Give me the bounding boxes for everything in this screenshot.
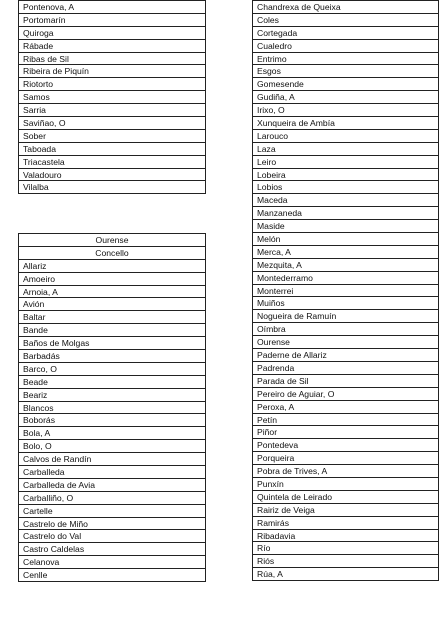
table-row: Muiños — [253, 297, 438, 310]
table-row: Petín — [253, 414, 438, 427]
table-row: Sarria — [19, 104, 205, 117]
table-row: Castrelo do Val — [19, 530, 205, 543]
table-row: Pontenova, A — [19, 1, 205, 14]
province-header: Ourense — [19, 234, 205, 247]
table-row: Boborás — [19, 414, 205, 427]
table-row: Portomarín — [19, 14, 205, 27]
table-row: Melón — [253, 233, 438, 246]
table-row: Saviñao, O — [19, 117, 205, 130]
table-row: Rábade — [19, 40, 205, 53]
table-row: Celanova — [19, 556, 205, 569]
table-row: Piñor — [253, 426, 438, 439]
table-row: Pobra de Trives, A — [253, 465, 438, 478]
table-bottom-left — [18, 233, 206, 582]
table-row: Peroxa, A — [253, 401, 438, 414]
table-row: Beade — [19, 376, 205, 389]
table-row: Lobios — [253, 181, 438, 194]
table-row: Bola, A — [19, 427, 205, 440]
table-row: Triacastela — [19, 156, 205, 169]
table-row: Castrelo de Miño — [19, 518, 205, 531]
table-row: Manzaneda — [253, 207, 438, 220]
table-top-left — [18, 0, 206, 194]
table-row: Calvos de Randín — [19, 453, 205, 466]
concello-header: Concello — [19, 247, 205, 260]
table-row: Chandrexa de Queixa — [253, 1, 438, 14]
table-row: Cualedro — [253, 40, 438, 53]
table-right — [252, 0, 439, 581]
table-row: Laza — [253, 143, 438, 156]
table-row: Bolo, O — [19, 440, 205, 453]
table-row: Baños de Molgas — [19, 337, 205, 350]
table-row: Arnoia, A — [19, 286, 205, 299]
table-row: Río — [253, 542, 438, 555]
table-row: Barbadás — [19, 350, 205, 363]
table-row: Larouco — [253, 130, 438, 143]
table-row: Pontedeva — [253, 439, 438, 452]
table-row: Ribeira de Piquín — [19, 65, 205, 78]
table-row: Mezquita, A — [253, 259, 438, 272]
table-row: Entrimo — [253, 53, 438, 66]
table-row: Monterrei — [253, 285, 438, 298]
table-row: Quintela de Leirado — [253, 491, 438, 504]
table-row: Valadouro — [19, 169, 205, 182]
table-row: Padrenda — [253, 362, 438, 375]
table-row: Rairiz de Veiga — [253, 504, 438, 517]
table-row: Cenlle — [19, 569, 205, 582]
table-row: Punxín — [253, 478, 438, 491]
table-row: Avión — [19, 298, 205, 311]
table-row: Esgos — [253, 65, 438, 78]
table-row: Vilalba — [19, 181, 205, 194]
table-row: Allariz — [19, 260, 205, 273]
table-row: Cortegada — [253, 27, 438, 40]
table-row: Ramirás — [253, 517, 438, 530]
table-row: Taboada — [19, 143, 205, 156]
table-row: Quiroga — [19, 27, 205, 40]
table-row: Blancos — [19, 402, 205, 415]
table-row: Lobeira — [253, 169, 438, 182]
table-row: Beariz — [19, 389, 205, 402]
table-row: Maside — [253, 220, 438, 233]
table-row: Gomesende — [253, 78, 438, 91]
table-row: Amoeiro — [19, 273, 205, 286]
table-row: Irixo, O — [253, 104, 438, 117]
table-row: Samos — [19, 91, 205, 104]
table-row: Barco, O — [19, 363, 205, 376]
table-row: Pereiro de Aguiar, O — [253, 388, 438, 401]
table-row: Carballiño, O — [19, 492, 205, 505]
table-row: Sober — [19, 130, 205, 143]
table-row: Bande — [19, 324, 205, 337]
table-row: Carballeda de Avia — [19, 479, 205, 492]
table-row: Merca, A — [253, 246, 438, 259]
table-row: Baltar — [19, 311, 205, 324]
table-row: Maceda — [253, 194, 438, 207]
table-row: Nogueira de Ramuín — [253, 310, 438, 323]
table-row: Porqueira — [253, 452, 438, 465]
table-row: Carballeda — [19, 466, 205, 479]
table-row: Castro Caldelas — [19, 543, 205, 556]
table-row: Ribadavia — [253, 530, 438, 543]
table-row: Leiro — [253, 156, 438, 169]
table-row: Xunqueira de Ambía — [253, 117, 438, 130]
table-row: Riós — [253, 555, 438, 568]
table-row: Oímbra — [253, 323, 438, 336]
table-row: Coles — [253, 14, 438, 27]
table-row: Cartelle — [19, 505, 205, 518]
table-row: Montederramo — [253, 272, 438, 285]
table-row: Ribas de Sil — [19, 53, 205, 66]
table-row: Ourense — [253, 336, 438, 349]
table-row: Rúa, A — [253, 568, 438, 581]
table-row: Paderne de Allariz — [253, 349, 438, 362]
table-row: Gudiña, A — [253, 91, 438, 104]
table-row: Parada de Sil — [253, 375, 438, 388]
table-row: Riotorto — [19, 78, 205, 91]
